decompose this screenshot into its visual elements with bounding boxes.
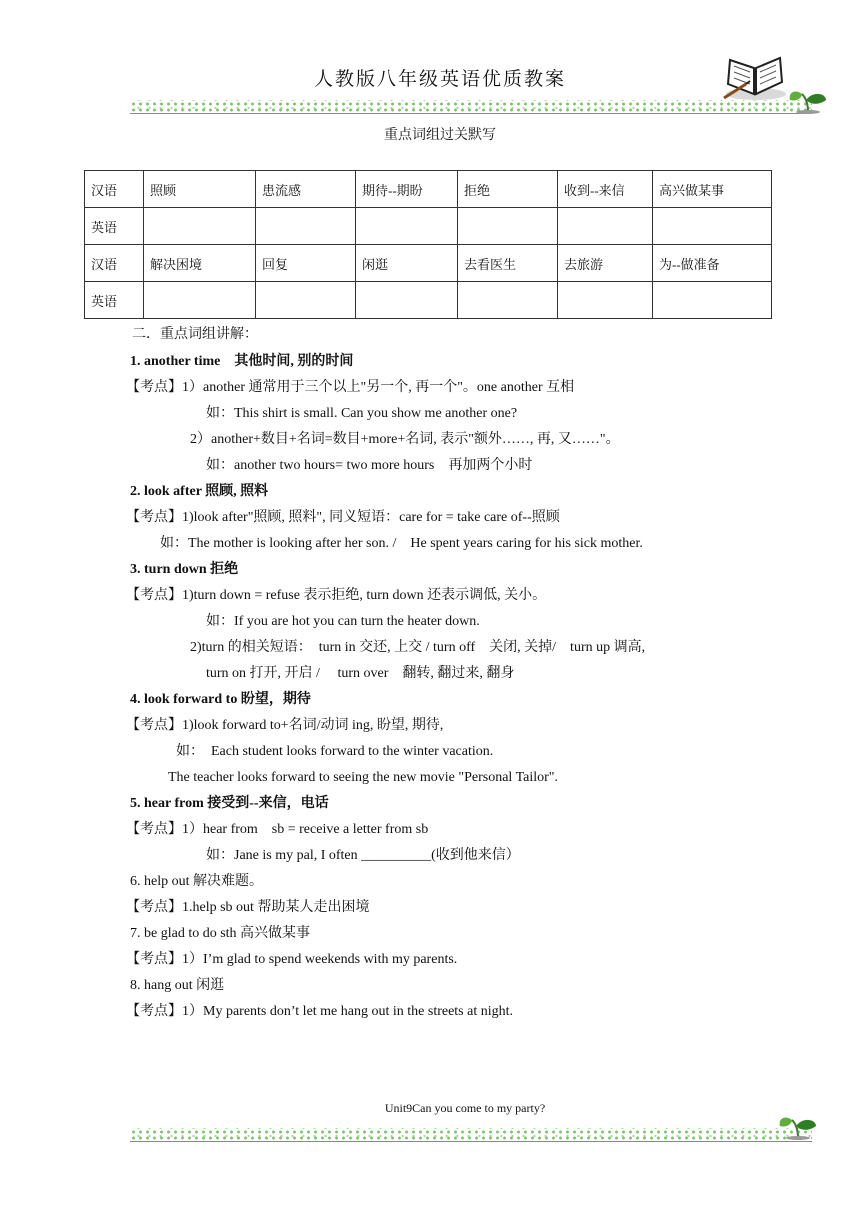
table-row	[85, 245, 772, 282]
phrase-heading: 1. another time 其他时间, 别的时间	[130, 354, 354, 369]
blank-answer-cell	[558, 208, 653, 245]
table-cell: 照顾	[144, 171, 256, 208]
blank-answer-cell	[356, 208, 458, 245]
blank-answer-cell	[458, 282, 558, 319]
text-line: 如：This shirt is small. Can you show me another one?	[206, 406, 518, 421]
table-row	[85, 171, 772, 208]
text-line: 【考点】1）I’m glad to spend weekends with my parents.	[126, 952, 458, 967]
sprout-icon	[776, 1112, 820, 1140]
page-header-title: 人教版八年级英语优质教案	[313, 69, 566, 90]
blank-answer-cell	[653, 282, 772, 319]
header-decorative-line	[130, 100, 812, 112]
table-cell: 英语	[85, 282, 144, 319]
table-cell: 期待--期盼	[356, 171, 458, 208]
text-line: 如：The mother is looking after her son. / He spent years caring for his sick mother.	[160, 536, 643, 551]
book-icon	[722, 54, 788, 102]
text-line: 2）another+数目+名词=数目+more+名词, 表示"额外……, 再, 又……"。	[190, 432, 620, 447]
table-cell: 患流感	[256, 171, 356, 208]
text-line: 6. help out 解决难题。	[130, 874, 263, 889]
text-line: The teacher looks forward to seeing the new movie "Personal Tailor".	[168, 770, 559, 785]
page-footer-text: Unit9Can you come to my party?	[384, 1101, 546, 1115]
text-line: 8. hang out 闲逛	[130, 978, 225, 993]
blank-answer-cell	[256, 208, 356, 245]
blank-answer-cell	[256, 282, 356, 319]
blank-answer-cell	[144, 208, 256, 245]
text-line: 【考点】1）another 通常用于三个以上"另一个, 再一个"。one another 互相	[126, 380, 575, 395]
phrase-heading: 4. look forward to 盼望，期待	[130, 692, 311, 707]
table-cell: 去看医生	[458, 245, 558, 282]
vocabulary-table	[84, 170, 772, 319]
phrase-heading: 5. hear from 接受到--来信，电话	[130, 796, 329, 811]
text-line: 7. be glad to do sth 高兴做某事	[130, 926, 311, 941]
blank-answer-cell	[458, 208, 558, 245]
text-line: 【考点】1.help sb out 帮助某人走出困境	[126, 900, 370, 915]
table-cell: 为--做准备	[653, 245, 772, 282]
table-row	[85, 282, 772, 319]
table-cell: 汉语	[85, 245, 144, 282]
text-line: 如：If you are hot you can turn the heater down.	[206, 614, 480, 629]
table-cell: 解决困境	[144, 245, 256, 282]
table-cell: 高兴做某事	[653, 171, 772, 208]
text-line: 【考点】1)look forward to+名词/动词 ing, 盼望, 期待,	[126, 718, 444, 733]
table-cell: 收到--来信	[558, 171, 653, 208]
text-line: 【考点】1）My parents don’t let me hang out in the streets at night.	[126, 1004, 514, 1019]
table-cell: 英语	[85, 208, 144, 245]
phrase-heading: 2. look after 照顾, 照料	[130, 484, 269, 499]
blank-answer-cell	[356, 282, 458, 319]
table-cell: 回复	[256, 245, 356, 282]
text-line: 二．重点词组讲解：	[132, 327, 258, 342]
text-line: turn on 打开, 开启 / turn over 翻转, 翻过来, 翻身	[206, 666, 515, 681]
section-title: 重点词组过关默写	[384, 128, 496, 143]
table-cell: 去旅游	[558, 245, 653, 282]
table-cell: 拒绝	[458, 171, 558, 208]
table-row	[85, 208, 772, 245]
blank-answer-cell	[144, 282, 256, 319]
text-line: 如：Jane is my pal, I often __________(收到他来信）	[206, 848, 520, 863]
text-line: 如：another two hours= two more hours 再加两个小时	[206, 458, 533, 473]
footer-decorative-line	[130, 1128, 812, 1140]
table-cell: 闲逛	[356, 245, 458, 282]
text-line: 【考点】1)look after"照顾, 照料", 同义短语：care for = take care of--照顾	[126, 510, 560, 525]
text-line: 如： Each student looks forward to the winter vacation.	[176, 744, 494, 759]
sprout-icon	[786, 86, 830, 114]
blank-answer-cell	[653, 208, 772, 245]
text-line: 2)turn 的相关短语： turn in 交还, 上交 / turn off 关闭, 关掉/ turn up 调高,	[190, 640, 646, 655]
blank-answer-cell	[558, 282, 653, 319]
table-cell: 汉语	[85, 171, 144, 208]
text-line: 【考点】1)turn down = refuse 表示拒绝, turn down 还表示调低, 关小。	[126, 588, 547, 603]
text-line: 【考点】1）hear from sb = receive a letter from sb	[126, 822, 429, 837]
phrase-heading: 3. turn down 拒绝	[130, 562, 239, 577]
